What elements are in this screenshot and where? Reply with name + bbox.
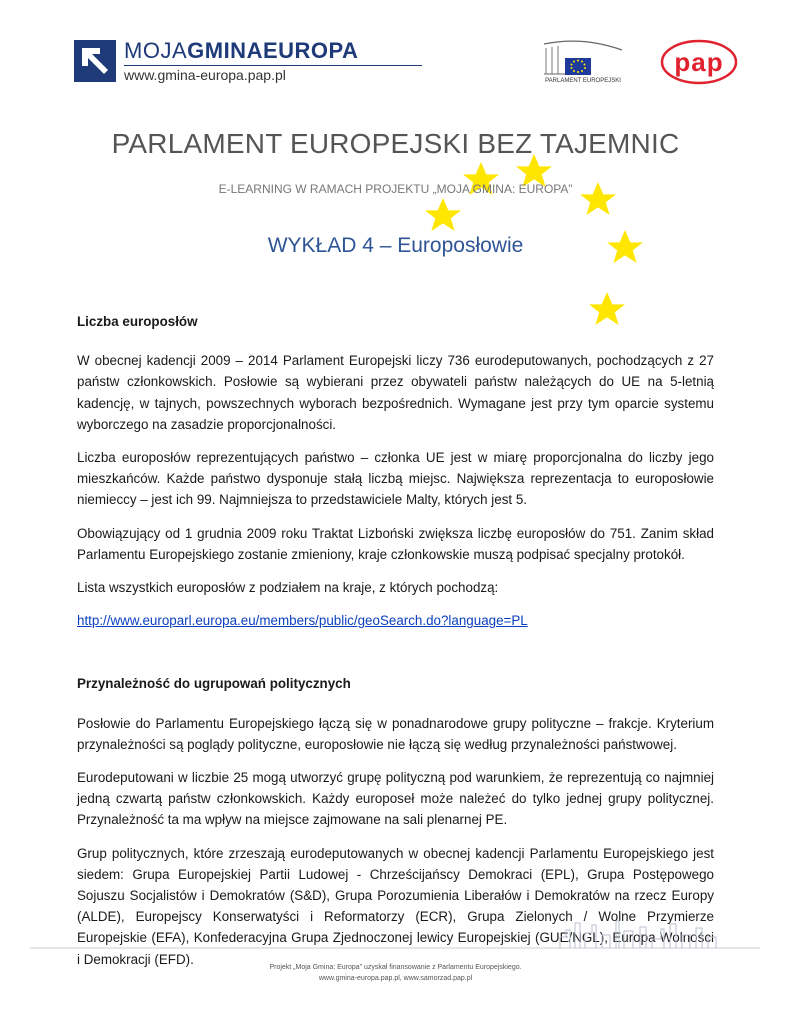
paragraph: Eurodeputowani w liczbie 25 mogą utworzyć grupę polityczną pod warunkiem, że reprezentują co najmniej jedną czwartą państw członkowskich. Każdy europoseł może należeć do tylko jednej grupy politycznej. Przynależność ta ma wpływ na miejsce zajmowane na sali plenarnej PE. xyxy=(77,770,714,828)
paragraph: Lista wszystkich europosłów z podziałem na kraje, z których pochodzą: xyxy=(77,580,499,596)
page-title: PARLAMENT EUROPEJSKI BEZ TAJEMNIC xyxy=(111,128,680,159)
european-parliament-logo xyxy=(538,38,628,88)
document-body xyxy=(77,311,714,982)
lecture-title: WYKŁAD 4 – Europosłowie xyxy=(267,234,524,257)
paragraph: Grup politycznych, które zrzeszają eurodeputowanych w obecnej kadencji Parlamentu Europejskiego jest siedem: Grupa Europejskiej Partii Ludowej - Chrześcijańscy Demokraci (EPL), Grupa Postępowego Sojuszu Socjalistów i Demokratów (S&D), Grupa Porozumienia Liberałów i Demokratów na rzecz Europy (ALDE), Europejscy Konserwatyści i Reformatorzy (ECR), Grupa Zielonych / Wolne Przymierze Europejskie (EFA), Konfederacyjna Grupa Zjednoczonej lewicy Europejskiej (GUE/NGL), Europa Wolności i Demokracji (EFD). xyxy=(77,845,714,967)
footer-urls: www.gmina-europa.pap.pl, www.samorzad.pap.pl xyxy=(318,975,473,982)
paragraph: W obecnej kadencji 2009 – 2014 Parlament Europejski liczy 736 eurodeputowanych, pochodzących z 27 państw członkowskich. Posłowie są wybierani przez obywateli państw należących do UE na 5-letnią kadencję, w tajnych, powszechnych wyborach bezpośrednich. Wymagane jest przy tym oparcie systemu wyborczego na zasadzie proporcjonalności. xyxy=(77,353,714,432)
section-heading: Przynależność do ugrupowań politycznych xyxy=(77,676,351,692)
meps-list-link[interactable]: http://www.europarl.europa.eu/members/public/geoSearch.do?language=PL xyxy=(77,613,528,629)
pap-wordmark: pap xyxy=(674,47,724,77)
moja-gmina-europa-logo xyxy=(74,38,364,88)
footer-skyline-decoration xyxy=(0,915,791,955)
paragraph: Posłowie do Parlamentu Europejskiego łączą się w ponadnarodowe grupy polityczne – frakcje. Kryterium przynależności są poglądy polityczne, europosłowie nie łączą się według przynależności państwowej. xyxy=(77,715,714,752)
section-heading: Liczba europosłów xyxy=(77,314,198,329)
logo-divider xyxy=(124,65,422,66)
page-subtitle: E-LEARNING W RAMACH PROJEKTU „MOJA GMINA: EUROPA” xyxy=(218,182,573,196)
logo-url: www.gmina-europa.pap.pl xyxy=(124,67,286,83)
star-icon xyxy=(425,198,461,231)
logo-wordmark: MOJAGMINAEUROPA xyxy=(124,38,359,63)
pap-logo xyxy=(660,39,738,85)
paragraph: Obowiązujący od 1 grudnia 2009 roku Traktat Lizboński zwiększa liczbę europosłów do 751. Zanim skład Parlamentu Europejskiego zostanie zmieniony, kraje członkowskie muszą podpisać specjalny protokół. xyxy=(77,525,714,562)
paragraph: Liczba europosłów reprezentujących państwo – członka UE jest w miarę proporcjonalna do liczby jego mieszkańców. Każde państwo dysponuje stałą liczbą miejsc. Największa reprezentacja to europosłowie niemieccy – jest ich 99. Najmniejsza to przedstawiciele Malty, których jest 5. xyxy=(77,450,714,508)
logo-arrow-icon xyxy=(74,40,116,82)
section-gap xyxy=(77,643,714,673)
link-paragraph xyxy=(77,610,714,631)
ep-label: PARLAMENT EUROPEJSKI xyxy=(545,78,621,84)
parliament-building-icon xyxy=(538,38,628,78)
footer xyxy=(0,962,791,984)
footer-funding-note: Projekt „Moja Gmina: Europa” uzyskał finansowanie z Parlamentu Europejskiego. xyxy=(269,964,522,971)
